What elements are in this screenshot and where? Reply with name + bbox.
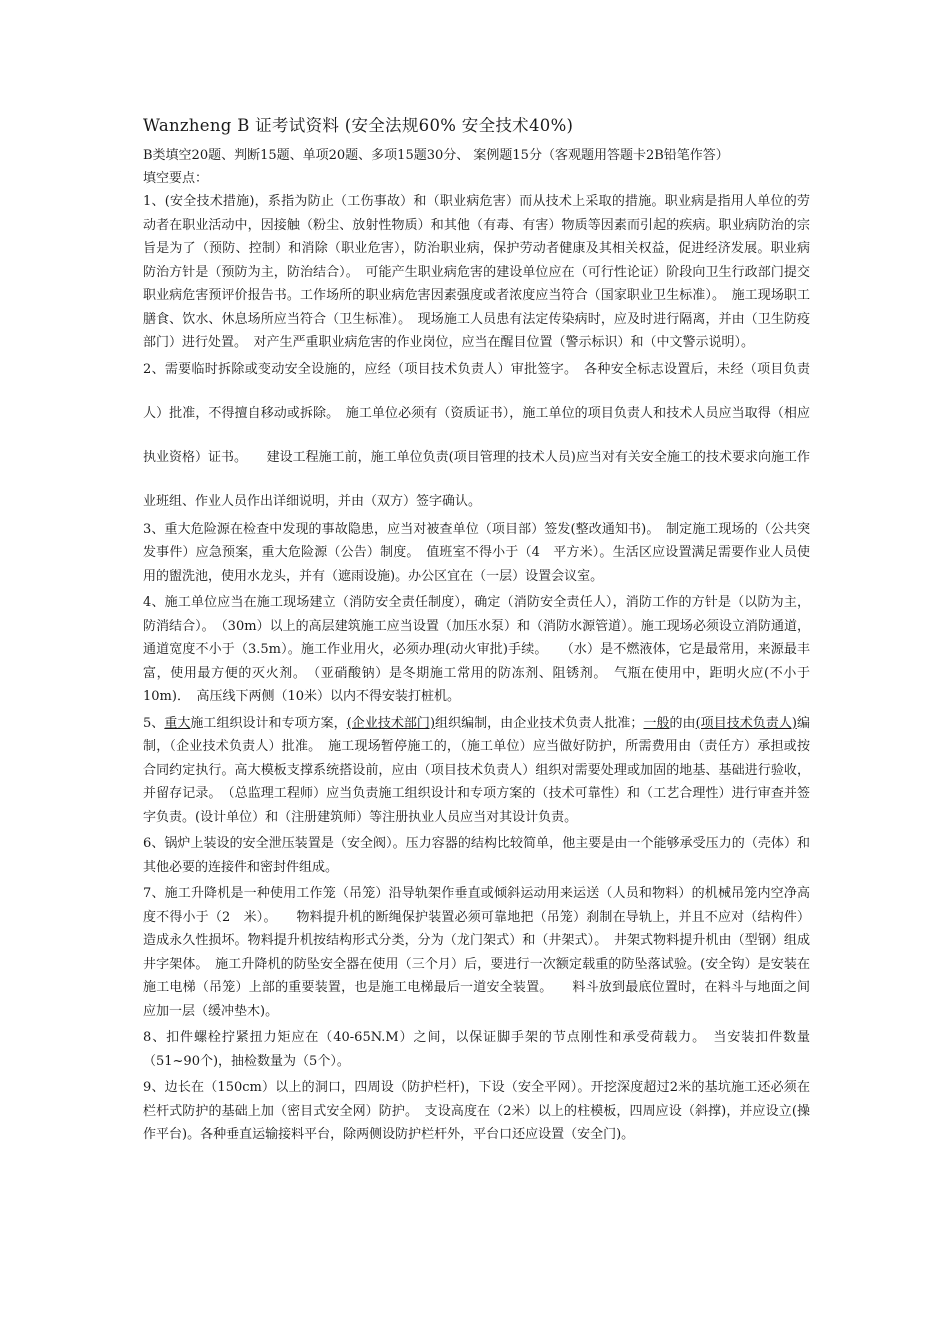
section-heading: 填空要点： [143,171,209,186]
document-title: Wanzheng B 证考试资料 (安全法规60% 安全技术40%) [143,116,574,135]
item-5-text-b: 组织编制，由企业技术负责人批准； [435,715,644,731]
item-8: 8、扣件螺栓拧紧扭力矩应在（40-65N.M）之间，以保证脚手架的节点刚性和承受荷载力。 当安装扣件数量（51~90个)，抽检数量为（5个）。 [143,1030,810,1069]
item-5-number: 5、 [143,715,165,731]
item-6: 6、锅炉上装设的安全泄压装置是（安全阀）。压力容器的结构比较简单，他主要是由一个能够承受压力的（壳体）和其他必要的连接件和密封件组成。 [143,836,810,875]
document-page [143,112,810,1150]
item-5-text-c: 的由 [669,715,696,731]
exam-format-line: B类填空20题、判断15题、单项20题、多项15题30分、 案例题15分（客观题用答题卡2B铅笔作答） [143,148,729,163]
underlined-project-tech-lead: (项目技术负责人) [695,715,797,731]
item-5-text-a: 施工组织设计和专项方案， [190,715,347,731]
item-1: 1、(安全技术措施)，系指为防止（工伤事故）和（职业病危害）而从技术上采取的措施。职业病是指用人单位的劳动者在职业活动中，因接触（粉尘、放射性物质）和其他（有毒、有害）物质等因素而引起的疾病。职业病防治的宗旨是为了（预防、控制）和消除（职业危害），防治职业病，保护劳动者健康及其相关权益，促进经济发展。职业病防治方针是（预防为主，防治结合）。 可能产生职业病危害的建设单位应在（可行性论证）阶段向卫生行政部门提交职业病危害预评价报告书。工作场所的职业病危害因素强度或者浓度应当符合（国家职业卫生标准）。 施工现场职工膳食、饮水、休息场所应当符合（卫生标准）。 现场施工人员患有法定传染病时，应及时进行隔离，并由（卫生防疫部门）进行处置。 对产生严重职业病危害的作业岗位，应当在醒目位置（警示标识）和（中文警示说明）。 [143,194,810,350]
item-2: 2、需要临时拆除或变动安全设施的，应经（项目技术负责人）审批签字。 各种安全标志设置后，未经（项目负责人）批准，不得擅自移动或拆除。 施工单位必须有（资质证书），施工单位的项目负责人和技术人员应当取得（相应执业资格）证书。 建设工程施工前，施工单位负责(项目管理的技术人员)应当对有关安全施工的技术要求向施工作业班组、作业人员作出详细说明，并由（双方）签字确认。 [143,361,810,509]
underlined-general: 一般 [643,715,670,731]
underlined-major: 重大 [164,715,191,731]
item-3: 3、重大危险源在检查中发现的事故隐患，应当对被查单位（项目部）签发(整改通知书)。 制定施工现场的（公共突发事件）应急预案，重大危险源（公告）制度。 值班室不得小于（4 平方米）。生活区应设置满足需要作业人员使用的盥洗池，使用水龙头，并有（遮雨设施)。办公区宜在（一层）设置会议室。 [143,521,810,584]
item-4: 4、施工单位应当在施工现场建立（消防安全责任制度），确定（消防安全责任人），消防工作的方针是（以防为主，防消结合）。 （30m）以上的高层建筑施工应当设置（加压水泵）和（消防水源管道）。施工现场必须设立消防通道，通道宽度不小于（3.5m）。施工作业用火，必须办理(动火审批)手续。 （水）是不燃液体，它是最常用，来源最丰富，使用最方便的灭火剂。 （亚硝酸钠）是冬期施工常用的防冻剂、阻锈剂。 气瓶在使用中，距明火应(不小于10m)． 高压线下两侧（10米）以内不得安装打桩机。 [143,595,810,704]
item-7: 7、施工升降机是一种使用工作笼（吊笼）沿导轨架作垂直或倾斜运动用来运送（人员和物料）的机械吊笼内空净高度不得小于（2 米）。 物料提升机的断绳保护装置必须可靠地把（吊笼）刹制在导轨上，并且不应对（结构件）造成永久性损坏。物料提升机按结构形式分类，分为（龙门架式）和（井架式）。 井架式物料提升机由（型钢）组成井字架体。 施工升降机的防坠安全器在使用（三个月）后，要进行一次额定载重的防坠落试验。(安全钩）是安装在施工电梯（吊笼）上部的重要装置，也是施工电梯最后一道安全装置。 料斗放到最底位置时，在料斗与地面之间应加一层（缓冲垫木)。 [143,886,810,1019]
underlined-enterprise-dept: (企业技术部门) [346,715,436,731]
item-5-text-d: 编制，（企业技术负责人）批准。 施工现场暂停施工的，（施工单位）应当做好防护，所需费用由（责任方）承担或按合同约定执行。高大模板支撑系统搭设前，应由（项目技术负责人）组织对需要处理或加固的地基、基础进行验收，并留存记录。 （总监理工程师）应当负责施工组织设计和专项方案的（技术可靠性）和（工艺合理性）进行审查并签字负责。(设计单位）和（注册建筑师）等注册执业人员应当对其设计负责。 [143,715,810,825]
item-9: 9、边长在（150cm）以上的洞口，四周设（防护栏杆)，下设（安全平网）。开挖深度超过2米的基坑施工还必须在栏杆式防护的基础上加（密目式安全网）防护。 支设高度在（2米）以上的柱模板，四周应设（斜撑)，并应设立(操作平台)。各种垂直运输接料平台，除两侧设防护栏杆外，平台口还应设置（安全门)。 [143,1080,810,1142]
item-5 [143,712,810,830]
